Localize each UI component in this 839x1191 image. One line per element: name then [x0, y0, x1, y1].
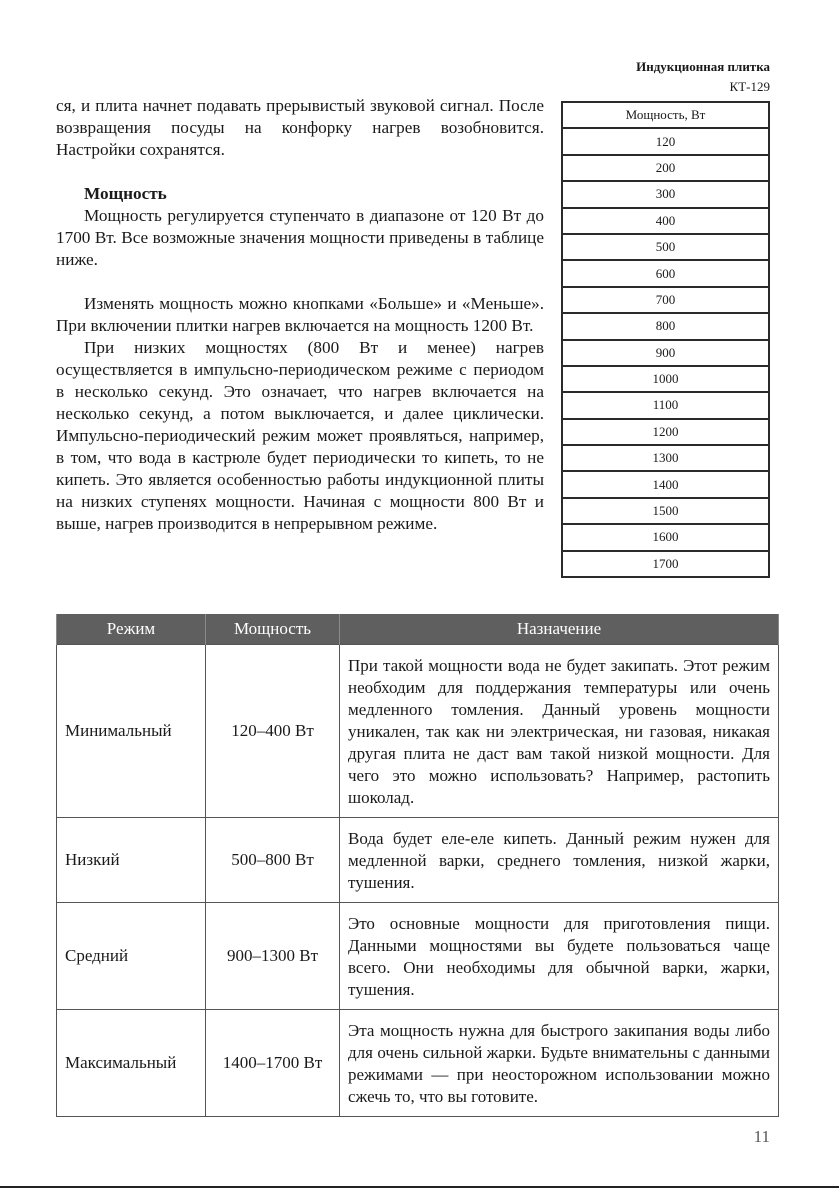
- power-value-cell: 200: [562, 155, 769, 181]
- power-value-cell: 1600: [562, 524, 769, 550]
- modes-table-header-row: [57, 614, 779, 644]
- power-value-cell: 600: [562, 260, 769, 286]
- purpose-cell: Вода будет еле-еле кипеть. Данный режим нужен для медленной варки, среднего томления, низкой жарки, тушения.: [340, 817, 779, 902]
- table-row: [57, 817, 779, 902]
- power-table-header: Мощность, Вт: [562, 102, 769, 128]
- mode-cell: Низкий: [57, 817, 206, 902]
- power-value-cell: 1500: [562, 498, 769, 524]
- power-cell: 500–800 Вт: [206, 817, 340, 902]
- purpose-cell: Это основные мощности для приготовления пищи. Данными мощностями вы будете пользоваться чаще всего. Они необходимы для обычной варки, жарки, тушения.: [340, 902, 779, 1009]
- paragraph-power-range: Мощность регулируется ступенчато в диапазоне от 120 Вт до 1700 Вт. Все возможные значения мощности приведены в таблице ниже.: [56, 206, 544, 269]
- mode-cell: Максимальный: [57, 1009, 206, 1116]
- modes-table: [56, 614, 779, 1117]
- power-value-cell: 1300: [562, 445, 769, 471]
- power-cell: 900–1300 Вт: [206, 902, 340, 1009]
- purpose-cell: Эта мощность нужна для быстрого закипания воды либо для очень сильной жарки. Будьте внимательны с данными режимами — при неосторожном использовании можно сжечь то, что вы готовите.: [340, 1009, 779, 1116]
- power-cell: 120–400 Вт: [206, 644, 340, 817]
- section-heading: Мощность: [84, 184, 167, 203]
- power-value-cell: 400: [562, 208, 769, 234]
- paragraph-continuation: ся, и плита начнет подавать прерывистый звуковой сигнал. После возвращения посуды на конфорку нагрев возобновится. Настройки сохранятся.: [56, 96, 544, 159]
- table-row: [57, 644, 779, 817]
- running-header: [636, 57, 770, 97]
- paragraph-buttons: Изменять мощность можно кнопками «Больше» и «Меньше». При включении плитки нагрев включается на мощность 1200 Вт.: [56, 294, 544, 335]
- power-value-cell: 1200: [562, 419, 769, 445]
- mode-cell: Минимальный: [57, 644, 206, 817]
- page-number: 11: [753, 1127, 770, 1146]
- mode-cell: Средний: [57, 902, 206, 1009]
- power-value-cell: 1100: [562, 392, 769, 418]
- body-text: [56, 95, 544, 535]
- purpose-cell: При такой мощности вода не будет закипать. Этот режим необходим для поддержания температуры или очень медленного томления. Данный уровень мощности уникален, так как ни электрическая, ни газовая, никакая другая плита не даст вам такой низкой мощности. Для чего это можно использовать? Например, растопить шоколад.: [340, 644, 779, 817]
- header-power: Мощность: [206, 614, 340, 644]
- power-value-cell: 1000: [562, 366, 769, 392]
- header-title: Индукционная плитка: [636, 59, 770, 74]
- table-row: [57, 902, 779, 1009]
- power-value-cell: 1400: [562, 471, 769, 497]
- table-row: [57, 1009, 779, 1116]
- power-value-cell: 900: [562, 340, 769, 366]
- paragraph-pulse-mode: При низких мощностях (800 Вт и менее) нагрев осуществляется в импульсно-периодическом режиме с периодом в несколько секунд. Это означает, что нагрев включается на несколько секунд, а потом выключается, и далее циклически. Импульсно-периодический режим может проявляться, например, в том, что вода в кастрюле будет периодически то кипеть, то не кипеть. Это является особенностью работы индукционной плиты на низких ступенях мощности. Начиная с мощности 800 Вт и выше, нагрев производится в непрерывном режиме.: [56, 338, 544, 533]
- header-purpose: Назначение: [340, 614, 779, 644]
- footer-divider: [0, 1186, 839, 1188]
- power-value-cell: 120: [562, 128, 769, 154]
- power-cell: 1400–1700 Вт: [206, 1009, 340, 1116]
- header-model: КТ-129: [729, 79, 770, 94]
- power-value-cell: 1700: [562, 551, 769, 577]
- power-value-cell: 500: [562, 234, 769, 260]
- power-value-cell: 300: [562, 181, 769, 207]
- header-mode: Режим: [57, 614, 206, 644]
- power-values-table: [561, 101, 770, 578]
- power-value-cell: 800: [562, 313, 769, 339]
- power-value-cell: 700: [562, 287, 769, 313]
